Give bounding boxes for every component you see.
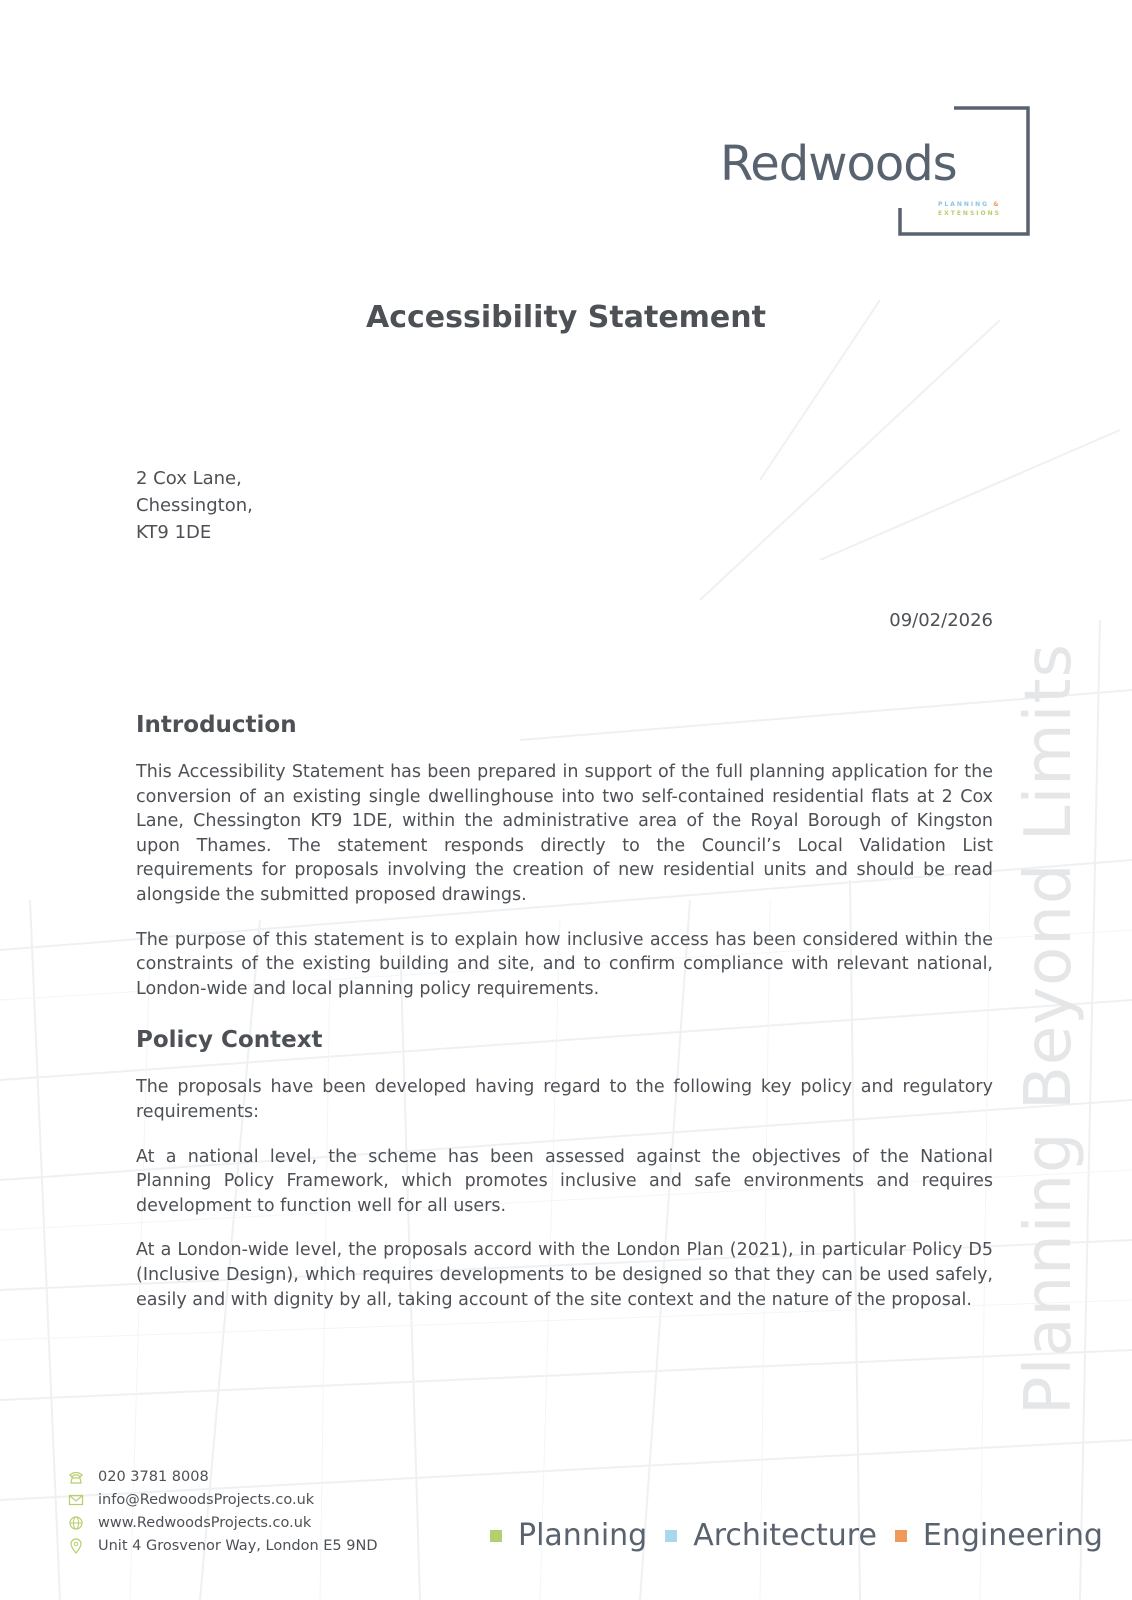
service-planning bbox=[490, 1518, 647, 1553]
contact-phone bbox=[68, 1465, 378, 1488]
paragraph: The proposals have been developed having regard to the following key policy and regulatory requirements: bbox=[136, 1077, 993, 1122]
service-square-icon bbox=[895, 1530, 907, 1542]
service-square-icon bbox=[490, 1530, 502, 1542]
company-logo bbox=[716, 106, 1032, 238]
service-label: Engineering bbox=[922, 1518, 1103, 1553]
vertical-tagline: Planning Beyond Limits bbox=[1012, 643, 1086, 1415]
paragraph: The purpose of this statement is to explain how inclusive access has been considered within the constraints of the existing building and site, and to confirm compliance with relevant national, London-wide and local planning policy requirements. bbox=[136, 929, 993, 999]
email-icon bbox=[68, 1492, 84, 1508]
website-link[interactable]: www.RedwoodsProjects.co.uk bbox=[98, 1514, 312, 1531]
office-address: Unit 4 Grosvenor Way, London E5 9ND bbox=[98, 1537, 378, 1554]
service-engineering bbox=[895, 1518, 1103, 1553]
services-list bbox=[490, 1518, 1121, 1553]
logo-wordmark: Redwoods bbox=[720, 136, 957, 192]
address-line: Chessington, bbox=[136, 495, 253, 516]
document-date: 09/02/2026 bbox=[889, 610, 993, 631]
contact-email bbox=[68, 1488, 378, 1511]
globe-icon bbox=[68, 1515, 84, 1531]
document-body bbox=[136, 712, 993, 1332]
address-line: 2 Cox Lane, bbox=[136, 468, 242, 489]
phone-number[interactable]: 020 3781 8008 bbox=[98, 1468, 209, 1485]
email-address[interactable]: info@RedwoodsProjects.co.uk bbox=[98, 1491, 315, 1508]
contact-address bbox=[68, 1534, 378, 1557]
paragraph: At a national level, the scheme has been assessed against the objectives of the National Planning Policy Framework, which promotes inclusive and safe environments and requires development to function well for all users. bbox=[136, 1146, 993, 1216]
section-heading-introduction: Introduction bbox=[136, 712, 297, 738]
service-architecture bbox=[665, 1518, 877, 1553]
service-square-icon bbox=[665, 1530, 677, 1542]
site-address bbox=[136, 465, 253, 546]
service-label: Architecture bbox=[693, 1518, 877, 1553]
contact-list bbox=[68, 1465, 378, 1557]
document-title: Accessibility Statement bbox=[366, 300, 766, 335]
paragraph: This Accessibility Statement has been prepared in support of the full planning application for the conversion of an existing single dwellinghouse into two self-contained residential flats at 2 Cox Lane, Chessington KT9 1DE, within the administrative area of the Royal Borough of Kingston upon Thames. The statement responds directly to the Council’s Local Validation List requirements for proposals involving the creation of new residential units and should be read alongside the submitted proposed drawings. bbox=[136, 762, 993, 905]
service-label: Planning bbox=[518, 1518, 648, 1553]
logo-subtitle: PLANNING & EXTENSIONS bbox=[938, 201, 1001, 217]
contact-website bbox=[68, 1511, 378, 1534]
section-heading-policy-context: Policy Context bbox=[136, 1027, 323, 1054]
address-line: KT9 1DE bbox=[136, 522, 212, 543]
paragraph: At a London-wide level, the proposals accord with the London Plan (2021), in particular Policy D5 (Inclusive Design), which requires developments to be designed so that they can be used safely, easily and with dignity by all, taking account of the site context and the nature of the proposal. bbox=[136, 1240, 993, 1310]
phone-icon bbox=[68, 1469, 84, 1485]
location-pin-icon bbox=[68, 1538, 84, 1554]
